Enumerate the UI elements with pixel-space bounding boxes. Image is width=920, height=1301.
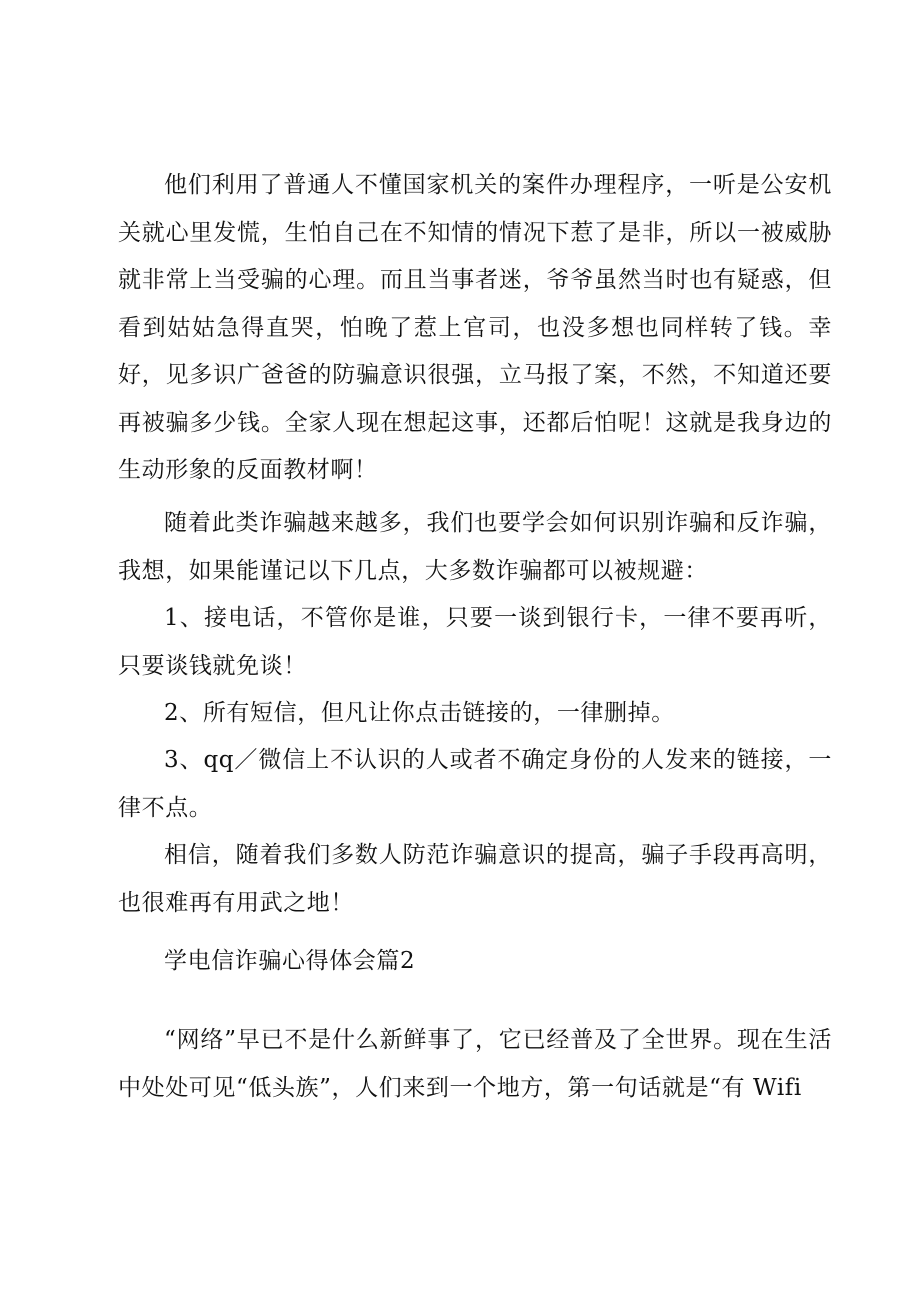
paragraph-conclusion: 相信，随着我们多数人防范诈骗意识的提高，骗子手段再高明，也很难再有用武之地！ <box>118 842 832 916</box>
paragraph-network-intro: “网络”早已不是什么新鲜事了，它已经普及了全世界。现在生活中处处可见“低头族”，人们来到一个地方，第一句话就是“有 Wifi <box>118 1027 832 1101</box>
list-item-sms-tip: 2、所有短信，但凡让你点击链接的，一律删掉。 <box>164 700 675 726</box>
paragraph-scam-psychology: 他们利用了普通人不懂国家机关的案件办理程序，一听是公安机关就心里发慌，生怕自己在不知情的情况下惹了是非，所以一被威胁就非常上当受骗的心理。而且当事者迷，爷爷虽然当时也有疑惑，但看到姑姑急得直哭，怕晚了惹上官司，也没多想也同样转了钱。幸好，见多识广爸爸的防骗意识很强，立马报了案，不然，不知道还要再被骗多少钱。全家人现在想起这事，还都后怕呢！这就是我身边的生动形象的反面教材啊！ <box>118 172 832 483</box>
paragraph-anti-fraud-intro: 随着此类诈骗越来越多，我们也要学会如何识别诈骗和反诈骗，我想，如果能谨记以下几点，大多数诈骗都可以被规避： <box>118 510 832 584</box>
list-item-phone-tip: 1、接电话，不管你是谁，只要一谈到银行卡，一律不要再听，只要谈钱就免谈！ <box>118 605 832 679</box>
list-item-link-tip: 3、qq／微信上不认识的人或者不确定身份的人发来的链接，一律不点。 <box>118 747 832 821</box>
section-heading-part-2: 学电信诈骗心得体会篇2 <box>164 948 416 974</box>
